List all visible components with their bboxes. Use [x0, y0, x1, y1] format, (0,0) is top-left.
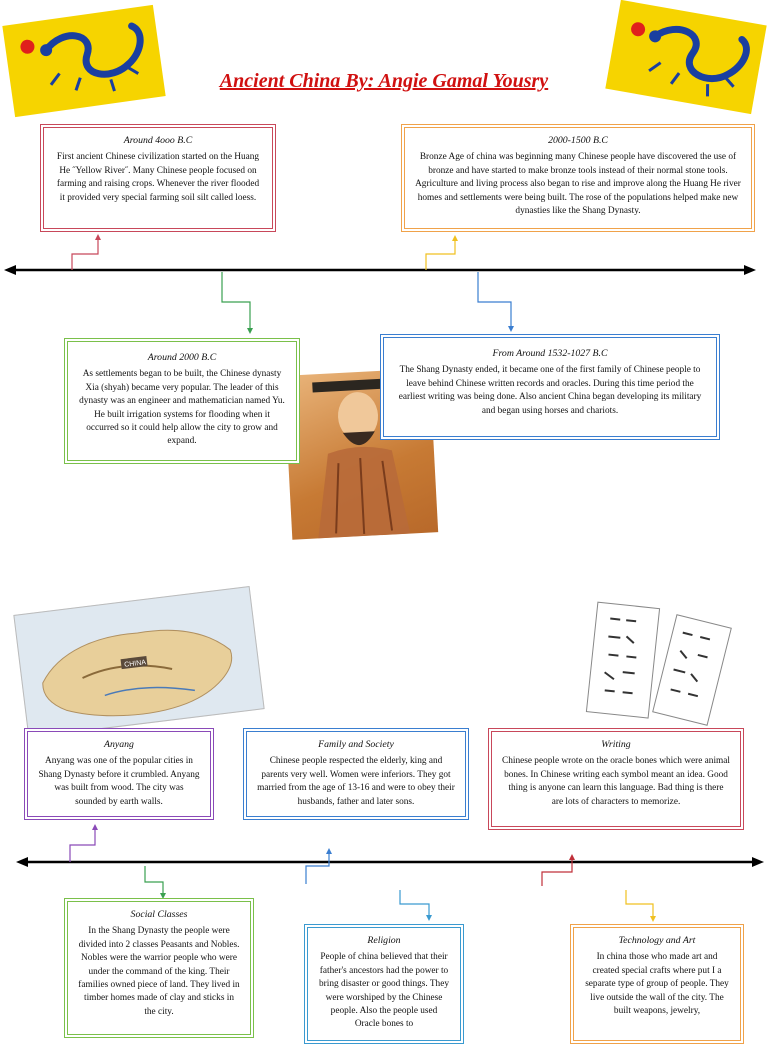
topic-body: People of china believed that their father's ancestors had the power to bring disaster or good things. They were worshiped by the Chinese people. Also the people used Oracle bones to — [319, 952, 449, 1030]
oracle-bones-image — [582, 600, 732, 730]
event-box-1532-1027bc — [380, 334, 720, 440]
topic-box-religion — [304, 924, 464, 1044]
event-body: Bronze Age of china was beginning many Chinese people have discovered the use of bronze and have started to make bronze tools instead of their normal stone tools. Agriculture and living process also began to rise and improve along the Huang He river homes and settlements were being built. The rose of the populations helped make new dynasties like the Shang Dynasty. — [415, 152, 741, 217]
topic-box-social-classes — [64, 898, 254, 1038]
topic-heading: Anyang — [104, 739, 134, 750]
map-label: CHINA — [123, 659, 147, 669]
event-heading: From Around 1532-1027 B.C — [492, 348, 608, 359]
oracle-bones-drawing — [582, 600, 732, 730]
topic-body: Anyang was one of the popular cities in Shang Dynasty before it crumbled. Anyang was built from wood. The city was sounded by earth walls. — [38, 756, 200, 807]
topic-box-anyang — [24, 728, 214, 820]
event-heading: Around 2000 B.C — [147, 352, 217, 363]
topic-heading: Religion — [367, 935, 401, 946]
topic-body: In the Shang Dynasty the people were divided into 2 classes Peasants and Nobles. Nobles were the warrior people who were under the command of the king. Their families owned piece of land. They lived in timber homes made of clay and sticks in the city. — [78, 926, 240, 1017]
topic-heading: Family and Society — [318, 739, 394, 750]
topic-body: In china those who made art and created special crafts where put I a separate type of group of people. They live outside the wall of the city. The built weapons, jewelry, — [585, 952, 729, 1017]
topic-box-writing — [488, 728, 744, 830]
event-body: As settlements began to be built, the Chinese dynasty Xia (shyah) became very popular. The leader of this dynasty was an engineer and mathematician named Yu. He built irrigation systems for flooding when it occurred so it could help allow the city to grow and expand. — [79, 369, 285, 447]
topic-heading: Technology and Art — [618, 935, 696, 946]
topic-heading: Writing — [601, 739, 631, 750]
page-title: Ancient China By: Angie Gamal Yousry — [219, 70, 549, 92]
topic-body: Chinese people respected the elderly, king and parents very well. Women were inferiors. They got married from the age of 13-16 and were to obey their husbands, father and later sons. — [257, 756, 455, 807]
topic-box-technology-art — [570, 924, 744, 1044]
topic-heading: Social Classes — [130, 909, 188, 920]
event-body: First ancient Chinese civilization started on the Huang He ˝Yellow River˝. Many Chinese people focused on farming and raising crops. Whenever the river flooded it provided very special farming soil silt called loess. — [56, 152, 260, 203]
event-box-2000-1500bc — [401, 124, 755, 232]
event-heading: 2000-1500 B.C — [548, 135, 608, 146]
event-box-2000bc — [64, 338, 300, 464]
topic-body: Chinese people wrote on the oracle bones which were animal bones. In Chinese writing each symbol meant an idea. Good thing is anyone can learn this language. Bad thing is there are lots of characters to memorize. — [502, 756, 730, 807]
event-heading: Around 4ooo B.C — [123, 135, 193, 146]
event-box-4000bc — [40, 124, 276, 232]
event-body: The Shang Dynasty ended, it became one of the first family of Chinese people to leave behind Chinese written records and oracles. During this time period the earliest writing was being done. Also ancient China began developing its military and began using horses and chariots. — [398, 365, 702, 416]
topic-box-family — [243, 728, 469, 820]
